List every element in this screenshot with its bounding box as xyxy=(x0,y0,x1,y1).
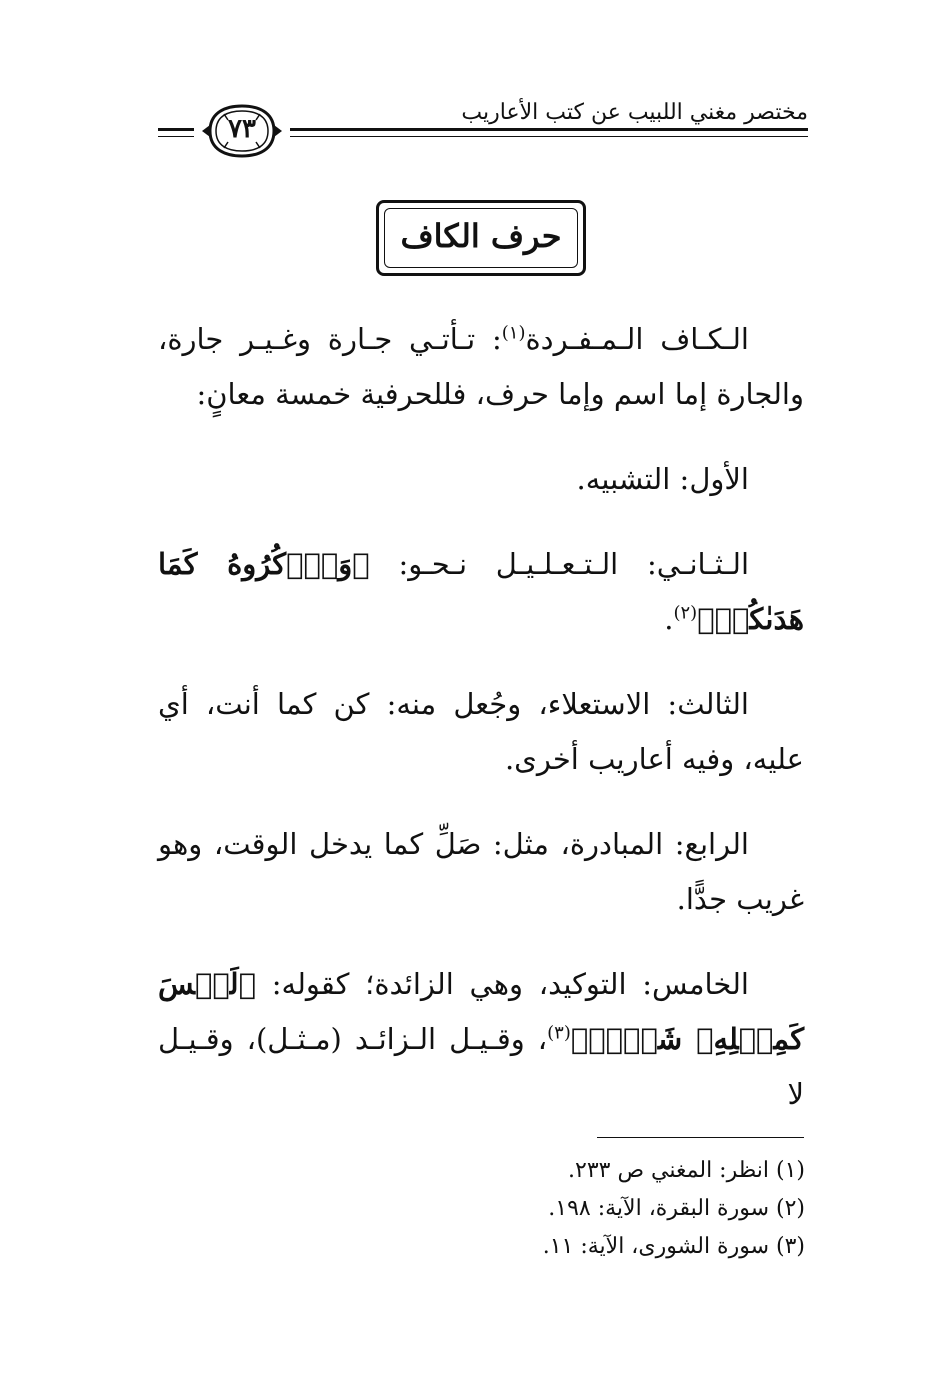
paragraph-fifth-text: الخامس: التوكيد، وهي الزائدة؛ كقوله: xyxy=(256,967,749,1001)
paragraph-intro xyxy=(158,312,804,422)
paragraph-fifth-end: ، وقـيـل الـزائـد (مـثـل)، وقـيـل لا xyxy=(158,1022,804,1111)
chapter-heading-box xyxy=(376,200,586,276)
footnote-ref-3: (٣) xyxy=(547,1022,571,1044)
footnote-3: (٣) سورة الشورى، الآية: ١١. xyxy=(542,1234,805,1259)
body-text xyxy=(158,312,804,1152)
chapter-title: حرف الكاف xyxy=(400,217,562,255)
paragraph-second-end: . xyxy=(664,602,674,636)
quran-quote-2: ﴿لَيۡسَ كَمِثۡلِهِۦ شَيۡءٞ﴾ xyxy=(158,967,804,1056)
header-rule-left-thick xyxy=(158,128,194,131)
footnote-ref-1: (١) xyxy=(501,322,526,344)
paragraph-fourth-meaning: الرابع: المبادرة، مثل: صَلِّ كما يدخل الوقت، وهو غريب جدًّا. xyxy=(158,827,804,916)
paragraph-fifth-meaning xyxy=(158,957,804,1122)
footnote-1: (١) انظر: المغني ص ٢٣٣. xyxy=(568,1158,805,1183)
page-number: ٧٣ xyxy=(228,114,256,144)
footnote-ref-2: (٢) xyxy=(673,602,698,624)
paragraph-first-meaning: الأول: التشبيه. xyxy=(576,462,749,496)
footnote-separator xyxy=(597,1137,804,1138)
paragraph-intro-text-a: الـكـاف الـمـفـردة xyxy=(525,322,749,356)
quran-quote-1: ﴿وَٱذۡكُرُوهُ كَمَا هَدَىٰكُمۡ﴾ xyxy=(158,547,804,636)
header-rule-thick xyxy=(290,128,808,131)
running-title: مختصر مغني اللبيب عن كتب الأعاريب xyxy=(461,100,808,125)
header-rule-left-thin xyxy=(158,136,194,137)
footnotes xyxy=(300,1152,805,1266)
paragraph-second-text: الـثـانـي: الـتـعـلـيـل نـحـو: xyxy=(369,547,750,581)
footnote-2: (٢) سورة البقرة، الآية: ١٩٨. xyxy=(548,1196,805,1221)
header-rule-thin xyxy=(290,136,808,137)
paragraph-second-meaning xyxy=(158,537,804,647)
page-number-badge xyxy=(194,100,290,162)
paragraph-intro-text-b: : تـأتـي جـارة وغـيـر جارة، والجارة إما اسم وإما حرف، فللحرفية خمسة معانٍ: xyxy=(158,322,804,411)
paragraph-third-meaning: الثالث: الاستعلاء، وجُعل منه: كن كما أنت، أي عليه، وفيه أعاريب أخرى. xyxy=(158,687,804,776)
